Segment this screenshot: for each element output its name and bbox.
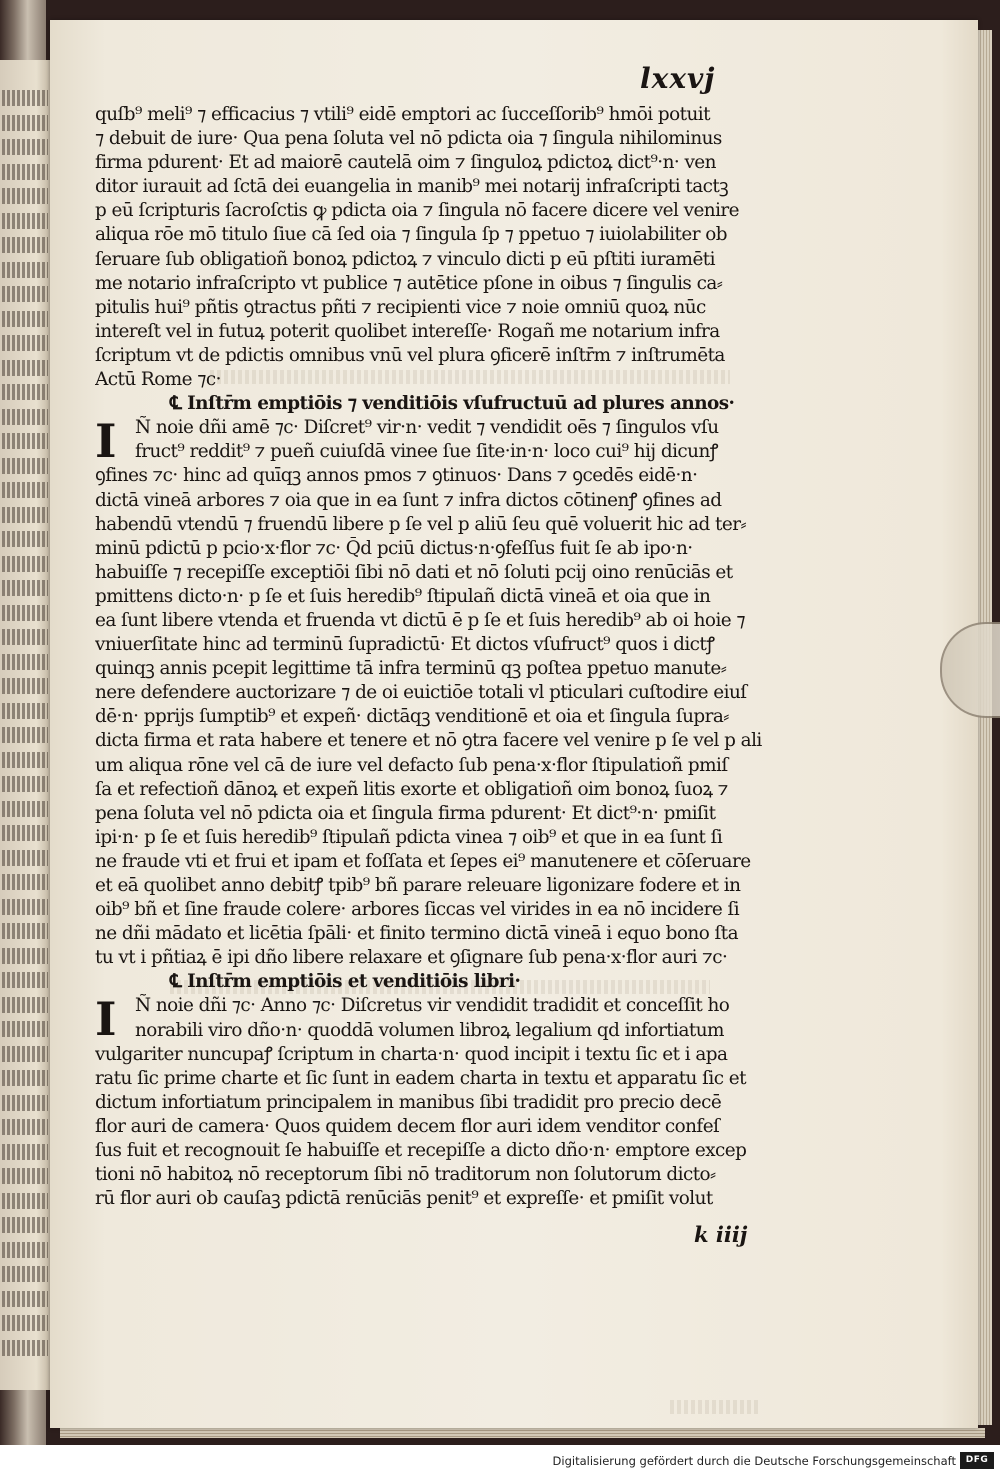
text-line: minū pdictū p pcio·x·flor ⁊c· Q̄d pciū dictus·n·ꝯfeſſus fuit ſe ab ipo·n· xyxy=(95,537,693,559)
facing-page-text-line xyxy=(2,752,48,768)
facing-page-edge xyxy=(0,60,52,1390)
text-line: Ñ noie dñi amē ⁊c· Diſcret⁹ vir·n· vedit ⁊ vendidit oēs ⁊ ſingulos vſu xyxy=(135,417,719,439)
facing-page-text-line xyxy=(2,507,48,523)
section-heading: ℄ Inſtr̄m emptiōis et venditiōis libri· xyxy=(170,971,521,993)
text-line: quinqꝫ annis pcepit legittime tā infra terminū qꝫ poſtea ppetuo manute⸗ xyxy=(95,658,727,680)
initial-letter: I xyxy=(95,992,117,1047)
facing-page-text-line xyxy=(2,409,48,425)
text-line: norabili viro dño·n· quoddā volumen libroꝝ legalium qd infortiatum xyxy=(135,1019,724,1041)
signature-mark: k iiij xyxy=(694,1222,748,1247)
text-line: ea ſunt libere vtenda et fruenda vt dictū ē p ſe et ſuis heredib⁹ ab oi hoie ⁊ xyxy=(95,609,746,631)
facing-page-text-line xyxy=(2,850,48,866)
facing-page-text-line xyxy=(2,948,48,964)
facing-page-text-line xyxy=(2,188,48,204)
text-line: me notario infraſcripto vt publice ⁊ autētice pſone in oibus ⁊ ſingulis ca⸗ xyxy=(95,272,723,294)
facing-page-text-line xyxy=(2,139,48,155)
text-line: habuiſſe ⁊ recepiſſe exceptiōi ſibi nō dati et nō ſoluti pcij oino renūciās et xyxy=(95,561,733,583)
paragraph-2 xyxy=(95,416,790,970)
text-line: pitulis hui⁹ pñtis ꝯtractus pñti ⁊ recipienti vice ⁊ noie omniū quoꝝ nūc xyxy=(95,296,706,318)
text-line: firma pdurent· Et ad maiorē cautelā oim ⁊ ſinguloꝝ pdictoꝝ dict⁹·n· ven xyxy=(95,152,716,174)
text-line: p eū ſcripturis ſacroſctis ꝙ pdicta oia ⁊ ſingula nō facere dicere vel venire xyxy=(95,200,740,222)
facing-page-text-line xyxy=(2,580,48,596)
text-line: habendū vtendū ⁊ fruendū libere p ſe vel p aliū ſeu quē voluerit hic ad ter⸗ xyxy=(95,513,747,535)
text-line: Ñ noie dñi ⁊c· Anno ⁊c· Diſcretus vir vendidit tradidit et conceſſit ho xyxy=(135,995,730,1017)
facing-page-text-line xyxy=(2,1119,48,1135)
facing-page-text-line xyxy=(2,825,48,841)
text-line: quſb⁹ meli⁹ ⁊ efficacius ⁊ vtili⁹ eidē emptori ac ſucceſſorib⁹ hmōi potuit xyxy=(95,104,710,125)
facing-page-text-line xyxy=(2,286,48,302)
facing-page-text-line xyxy=(2,556,48,572)
text-line: ditor iurauit ad ſctā dei euangelia in manib⁹ mei notarij infraſcripti tactꝫ xyxy=(95,176,729,198)
facing-page-text-line xyxy=(2,384,48,400)
text-line: vulgariter nuncupaꝭ ſcriptum in charta·n· quod incipit i textu ſic et i apa xyxy=(95,1043,728,1065)
facing-page-text-line xyxy=(2,1340,48,1356)
text-line: ne fraude vti et frui et ipam et foſſata et ſepes ei⁹ manutenere et cōſeruare xyxy=(95,850,751,872)
facing-page-text-line xyxy=(2,678,48,694)
facing-page-text-line xyxy=(2,629,48,645)
footer-bar xyxy=(0,1445,1000,1477)
text-line: dicta firma et rata habere et tenere et nō ꝯtra facere vel venire p ſe vel p ali xyxy=(95,730,762,752)
initial-letter: I xyxy=(95,414,117,469)
text-line: ſeruare ſub obligatioñ bonoꝝ pdictoꝝ ⁊ vinculo dicti p eū pſtiti iuramēti xyxy=(95,248,715,270)
facing-page-text-line xyxy=(2,164,48,180)
text-line: tioni nō habitoꝝ nō receptorum ſibi nō traditorum non ſolutorum dicto⸗ xyxy=(95,1164,716,1186)
text-line: vniuerſitate hinc ad terminū ſupradictū· Et dictos vſufruct⁹ quos i dictꝭ xyxy=(95,634,715,656)
facing-page-text-line xyxy=(2,1217,48,1233)
facing-page-text-line xyxy=(2,899,48,915)
dfg-logo: DFG xyxy=(960,1452,994,1469)
text-line: dictum infortiatum principalem in manibus ſibi tradidit pro precio decē xyxy=(95,1091,722,1113)
text-line: tu vt i pñtiaꝝ ē ipi dño libere relaxare et ꝯſignare ſub pena·x·flor auri ⁊c· xyxy=(95,947,728,969)
facing-page-text-line xyxy=(2,801,48,817)
text-line: et eā quolibet anno debitꝭ tpib⁹ bñ parare releuare ligonizare fodere et in xyxy=(95,875,741,896)
text-line: um aliqua rōne vel cā de iure vel defacto ſub pena·x·flor ſtipulatioñ pmiſ xyxy=(95,754,728,776)
text-line: intereſt vel in futuꝝ poterit quolibet intereſſe· Rogañ me notarium infra xyxy=(95,320,720,342)
page-edge-right xyxy=(978,30,992,1425)
text-line: ⁊ debuit de iure· Qua pena ſoluta vel nō pdicta oia ⁊ ſingula nihilominus xyxy=(95,128,722,150)
footer-credit: Digitalisierung gefördert durch die Deutsche Forschungsgemeinschaft xyxy=(552,1454,956,1468)
facing-page-text-line xyxy=(2,727,48,743)
paragraph-1 xyxy=(95,103,790,392)
facing-page-text-line xyxy=(2,776,48,792)
facing-page-text-line xyxy=(2,1046,48,1062)
text-block xyxy=(95,103,790,1211)
text-line: oib⁹ bñ et ſine fraude colere· arbores ſiccas vel virides in ea nō incidere ſi xyxy=(95,899,740,921)
facing-page-text-line xyxy=(2,1095,48,1111)
text-line: ſus fuit et recognouit ſe habuiſſe et recepiſſe a dicto dño·n· emptore excep xyxy=(95,1140,747,1162)
facing-page-text-line xyxy=(2,213,48,229)
text-line: ipi·n· p ſe et ſuis heredib⁹ ſtipulañ pdicta vinea ⁊ oib⁹ et que in ea ſunt ſi xyxy=(95,826,723,848)
text-line: fruct⁹ reddit⁹ ⁊ pueñ cuiuſdā vinee ſue ſite·in·n· loco cui⁹ hij dicunꝭ xyxy=(135,441,718,463)
folio-number: lxxvj xyxy=(640,62,716,95)
facing-page-text-line xyxy=(2,654,48,670)
facing-page-text-line xyxy=(2,1242,48,1258)
text-line: pena ſoluta vel nō pdicta oia et ſingula firma pdurent· Et dict⁹·n· pmiſit xyxy=(95,802,716,824)
paragraph-3 xyxy=(95,994,790,1211)
facing-page-text-line xyxy=(2,458,48,474)
facing-page-text-line xyxy=(2,360,48,376)
text-line: ratu ſic prime charte et ſic ſunt in eadem charta in textu et apparatu ſic et xyxy=(95,1067,746,1089)
text-line: pmittens dicto·n· p ſe et ſuis heredib⁹ ſtipulañ dictā vineā et oia que in xyxy=(95,585,711,607)
facing-page-text-line xyxy=(2,972,48,988)
text-line: ſcriptum vt de pdictis omnibus vnū vel plura ꝯficerē inſtr̄m ⁊ inſtrumēta xyxy=(95,344,725,366)
facing-page-text-line xyxy=(2,1021,48,1037)
text-line: flor auri de camera· Quos quidem decem flor auri idem venditor confeſ xyxy=(95,1115,720,1137)
facing-page-text-line xyxy=(2,482,48,498)
facing-page-text-line xyxy=(2,433,48,449)
facing-page-text-line xyxy=(2,90,48,106)
facing-page-text-line xyxy=(2,1144,48,1160)
facing-page-text-line xyxy=(2,335,48,351)
facing-page-text-line xyxy=(2,531,48,547)
text-line: dē·n· pprijs ſumptib⁹ et expeñ· dictāqꝫ venditionē et oia et ſingula ſupra⸗ xyxy=(95,706,729,728)
text-line: dictā vineā arbores ⁊ oia que in ea ſunt ⁊ infra dictos cōtinenꝭ ꝯfines ad xyxy=(95,489,722,511)
facing-page-text-line xyxy=(2,1193,48,1209)
section-heading: ℄ Inſtr̄m emptiōis ⁊ venditiōis vſufructuū ad plures annos· xyxy=(170,393,735,415)
facing-page-text-line xyxy=(2,311,48,327)
facing-page-text-line xyxy=(2,1168,48,1184)
page-edge-bottom xyxy=(60,1428,985,1438)
text-line: ꝯfines ⁊c· hinc ad quīqꝫ annos pmos ⁊ ꝯtinuos· Dans ⁊ ꝯcedēs eidē·n· xyxy=(95,465,698,487)
facing-page-text-line xyxy=(2,605,48,621)
facing-page-text-line xyxy=(2,1266,48,1282)
facing-page-text-line xyxy=(2,923,48,939)
facing-page-text-line xyxy=(2,997,48,1013)
facing-page-text-line xyxy=(2,874,48,890)
facing-page-text-line xyxy=(2,262,48,278)
facing-page-text-line xyxy=(2,1291,48,1307)
text-line: Actū Rome ⁊c· xyxy=(95,369,221,391)
facing-page-text-line xyxy=(2,1315,48,1331)
text-line: rū flor auri ob cauſaꝫ pdictā renūciās penit⁹ et expreſſe· et pmiſit volut xyxy=(95,1188,713,1210)
facing-page-text-line xyxy=(2,703,48,719)
show-through xyxy=(670,1400,760,1414)
text-line: ne dñi mādato et licētia ſpāli· et finito termino dictā vineā i equo bono ſta xyxy=(95,923,739,945)
text-line: nere defendere auctorizare ⁊ de oi euictiōe totali vl pticulari cuſtodire eiuſ xyxy=(95,682,747,704)
facing-page-text-line xyxy=(2,237,48,253)
facing-page-text-line xyxy=(2,115,48,131)
text-line: ſa et refectioñ dānoꝝ et expeñ litis exorte et obligatioñ oim bonoꝝ ſuoꝝ ⁊ xyxy=(95,778,728,800)
text-line: aliqua rōe mō titulo ſiue cā ſed oia ⁊ ſingula ſp ⁊ ppetuo ⁊ iuiolabiliter ob xyxy=(95,224,728,246)
facing-page-text-line xyxy=(2,1070,48,1086)
